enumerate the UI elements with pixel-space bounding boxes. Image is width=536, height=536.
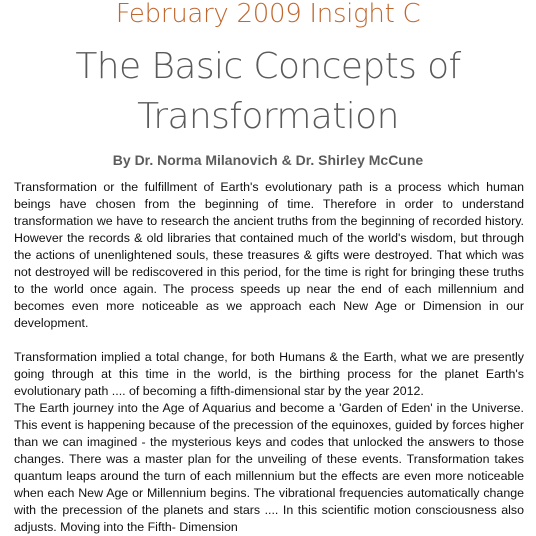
- body-paragraph-1: Transformation or the fulfillment of Earth's evolutionary path is a process which human beings have chosen from the beginning of time. Therefore in order to understand transformation we have to research the ancient truths from the beginning of recorded history. However the records & old libraries that contained much of the world's wisdom, but through the actions of unenlightened souls, these treasures & gifts were destroyed. That which was not destroyed will be rediscovered in this period, for the time is right for bringing these truths to the world once again. The process speeds up near the end of each millennium and becomes even more noticeable as we approach each New Age or Dimension in our development.: [14, 180, 524, 330]
- article-body: [14, 179, 524, 536]
- author-byline: By Dr. Norma Milanovich & Dr. Shirley McCune: [112, 152, 424, 168]
- article-title: The Basic Concepts of Transformation: [75, 46, 461, 137]
- body-paragraph-3: The Earth journey into the Age of Aquarius and become a 'Garden of Eden' in the Universe. This event is happening because of the precession of the equinoxes, guided by forces higher than we can imagined - the mysterious keys and codes that unlocked the answers to those changes. There was a master plan for the unveiling of these events. Transformation takes quantum leaps around the turn of each millennium but the effects are even more noticeable when each New Age or Millennium begins. The vibrational frequencies automatically change with the precession of the planets and stars .... In this scientific motion consciousness also adjusts. Moving into the Fifth- Dimension: [14, 401, 524, 534]
- body-paragraph-2: Transformation implied a total change, for both Humans & the Earth, what we are presently going through at this time in the world, is the birthing process for the planet Earth's evolutionary path .... of becoming a fifth-dimensional star by the year 2012.: [14, 350, 524, 398]
- insight-label: February 2009 Insight C: [115, 0, 421, 29]
